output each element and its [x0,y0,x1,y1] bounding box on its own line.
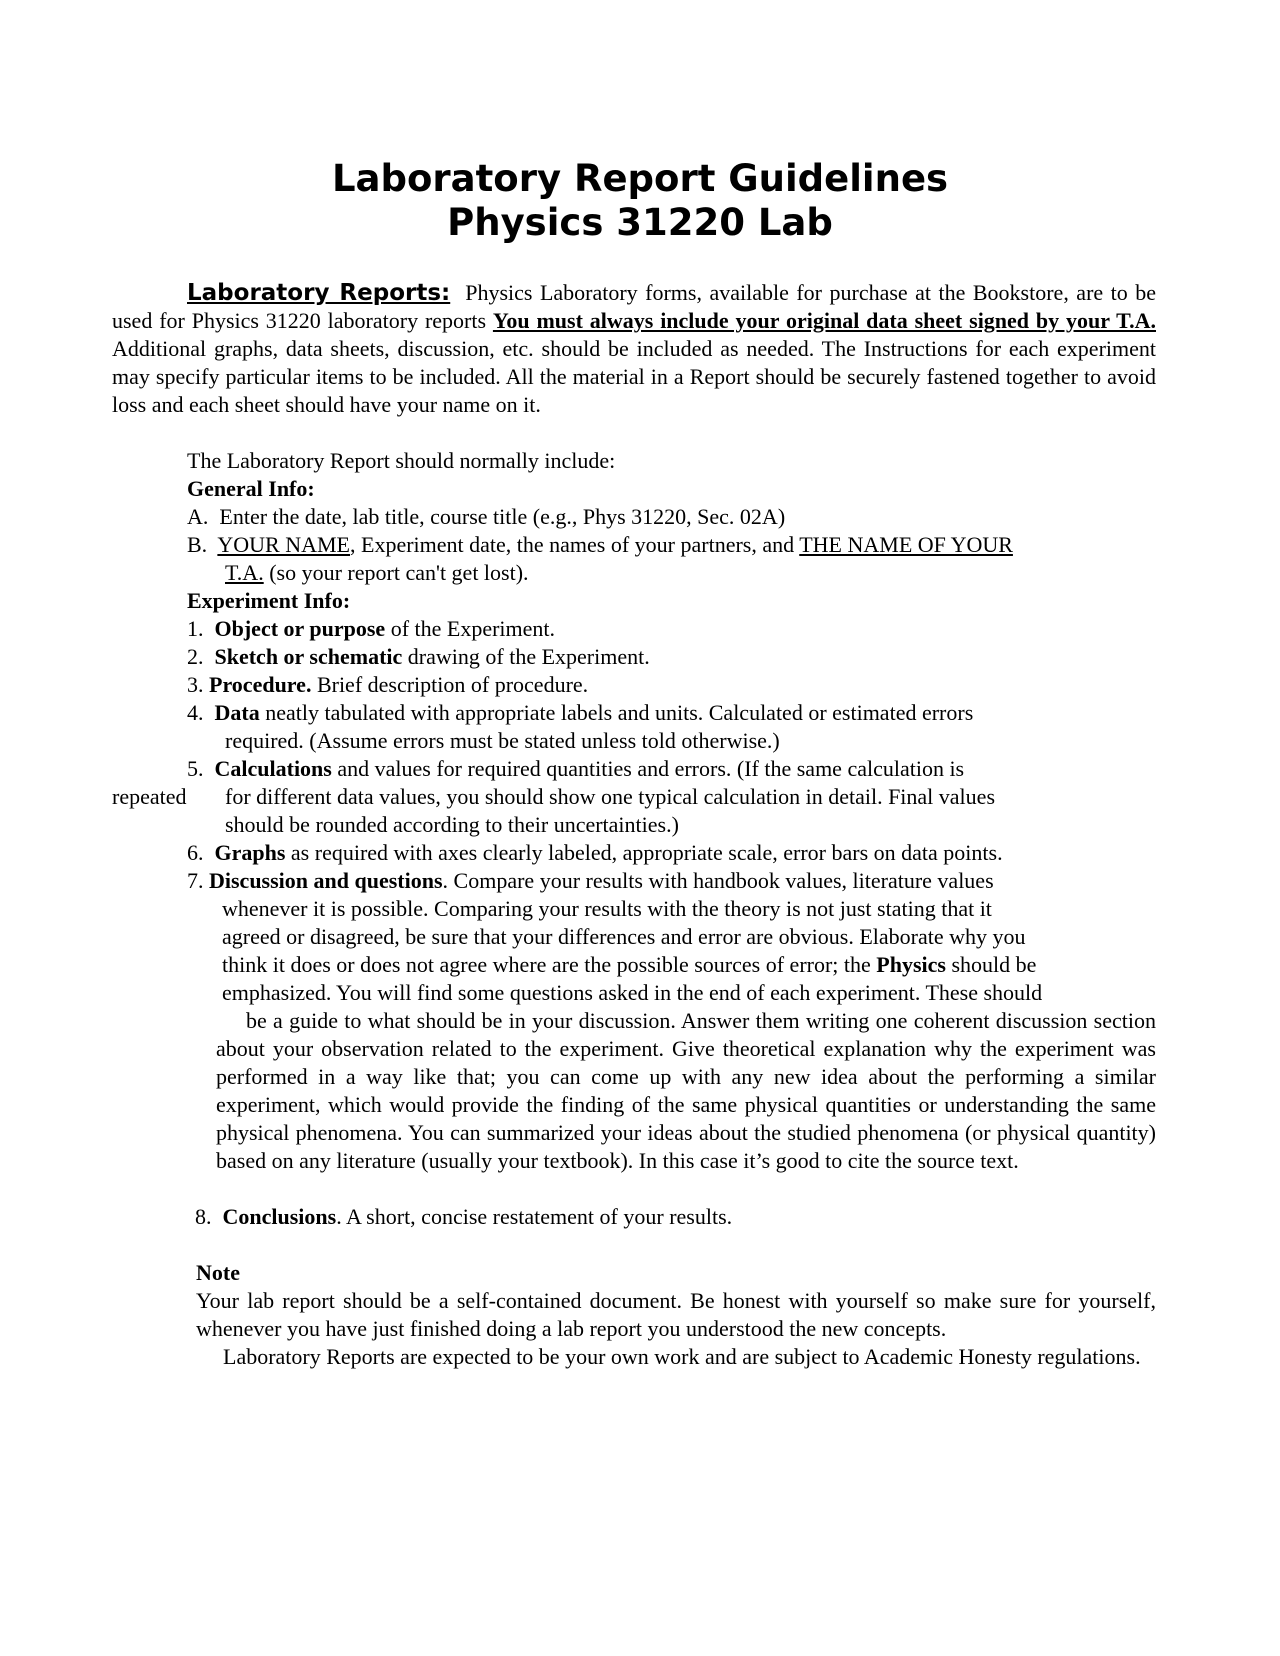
item-text: should be [945,952,1037,977]
intro-emphasis: You must always include your original data sheet signed by your T.A. [492,308,1156,333]
experiment-item-7-line2: whenever it is possible. Comparing your results with the theory is not just stating that it [222,896,992,921]
item-number: 5. [187,756,204,781]
general-heading-text: General Info: [187,476,315,501]
experiment-item-4-cont: required. (Assume errors must be stated unless told otherwise.) [225,728,780,753]
item-text: Brief description of procedure. [311,672,589,697]
general-b-label: B. [187,532,208,557]
experiment-item-7-line5: emphasized. You will find some questions asked in the end of each experiment. These should [222,980,1043,1005]
item-bold: Conclusions [222,1204,337,1229]
intro-text-1: Physics Laboratory forms, available for purchase at the Bookstore, are to be used for Physics 31220 laboratory reports [112,280,1157,333]
item-bold: Calculations [214,756,332,781]
item-bold: Data [214,700,260,725]
item-text: think it does or does not agree where are the possible sources of error; the [222,952,877,977]
general-b-ta2: T.A. [225,560,264,585]
item-number: 3. [187,672,204,697]
item-number: 4. [187,700,204,725]
item-text: as required with axes clearly labeled, appropriate scale, error bars on data points. [285,840,1003,865]
experiment-item-6 [187,839,1003,867]
item-text: of the Experiment. [385,616,556,641]
experiment-item-2 [187,643,650,671]
intro-heading: Laboratory Reports: [187,280,451,306]
item-number: 1. [187,616,204,641]
general-info-heading [187,475,315,503]
experiment-heading-text: Experiment Info: [187,588,351,613]
item-bold: Discussion and questions [209,868,443,893]
item-bold: Sketch or schematic [214,644,403,669]
item-text: neatly tabulated with appropriate labels and units. Calculated or estimated errors [259,700,974,725]
include-intro: The Laboratory Report should normally include: [187,448,616,473]
item-text: . A short, concise restatement of your results. [336,1204,733,1229]
experiment-item-7-line4 [222,951,1036,979]
note-heading [196,1259,240,1287]
general-a-text: Enter the date, lab title, course title (e.g., Phys 31220, Sec. 02A) [219,504,786,529]
general-item-b [187,531,1013,559]
document-subtitle: Physics 31220 Lab [447,201,833,244]
item-text: drawing of the Experiment. [402,644,650,669]
experiment-item-5-cont2: should be rounded according to their uncertainties.) [225,812,679,837]
general-item-b-cont [225,559,529,587]
general-b-name: YOUR NAME [217,532,350,557]
general-a-label: A. [187,504,209,529]
experiment-item-8 [195,1203,732,1231]
document-title: Laboratory Report Guidelines [331,157,949,200]
note-paragraph-2: Laboratory Reports are expected to be your own work and are subject to Academic Honesty regulations. [223,1344,1141,1369]
item-bold: Object or purpose [214,616,386,641]
intro-paragraph [112,279,1156,419]
item-number: 6. [187,840,204,865]
note-heading-text: Note [196,1260,240,1285]
general-b-end: (so your report can't get lost). [263,560,529,585]
item-number: 8. [195,1204,212,1229]
general-b-ta: THE NAME OF YOUR [799,532,1013,557]
intro-text-2: Additional graphs, data sheets, discussion, etc. should be included as needed. The Instructions for each experiment may specify particular items to be included. All the material in a Report should be securely fastened together to avoid loss and each sheet should have your name on it. [112,336,1156,417]
experiment-item-5 [187,755,1156,783]
experiment-item-5-cont1: for different data values, you should show one typical calculation in detail. Final values [225,784,995,809]
item-bold: Physics [876,952,946,977]
experiment-item-5-repeated: repeated [112,784,187,809]
general-item-a [187,503,785,531]
experiment-item-7-paragraph: be a guide to what should be in your discussion. Answer them writing one coherent discussion section about your observation related to the experiment. Give theoretical explanation why the experiment was performed in a way like that; you can come up with any new idea about the performing a similar experiment, which would provide the finding of the same physical quantities or understanding the same physical phenomena. You can summarized your ideas about the studied phenomena (or physical quantity) based on any literature (usually your textbook). In this case it’s good to cite the source text. [216,1008,1156,1173]
experiment-item-3 [187,671,588,699]
experiment-item-1 [187,615,555,643]
general-b-mid: , Experiment date, the names of your partners, and [350,532,800,557]
item-bold: Procedure. [209,672,312,697]
experiment-item-7-line3: agreed or disagreed, be sure that your differences and error are obvious. Elaborate why you [222,924,1026,949]
item-bold: Graphs [214,840,286,865]
item-text: . Compare your results with handbook values, literature values [442,868,994,893]
experiment-info-heading [187,587,350,615]
item-number: 2. [187,644,204,669]
note-paragraph-1: Your lab report should be a self-contained document. Be honest with yourself so make sure for yourself, whenever you have just finished doing a lab report you understood the new concepts. [196,1288,1156,1341]
experiment-item-7 [187,867,994,895]
item-text: and values for required quantities and errors. (If the same calculation is [331,756,965,781]
item-number: 7. [187,868,204,893]
experiment-item-4 [187,699,973,727]
